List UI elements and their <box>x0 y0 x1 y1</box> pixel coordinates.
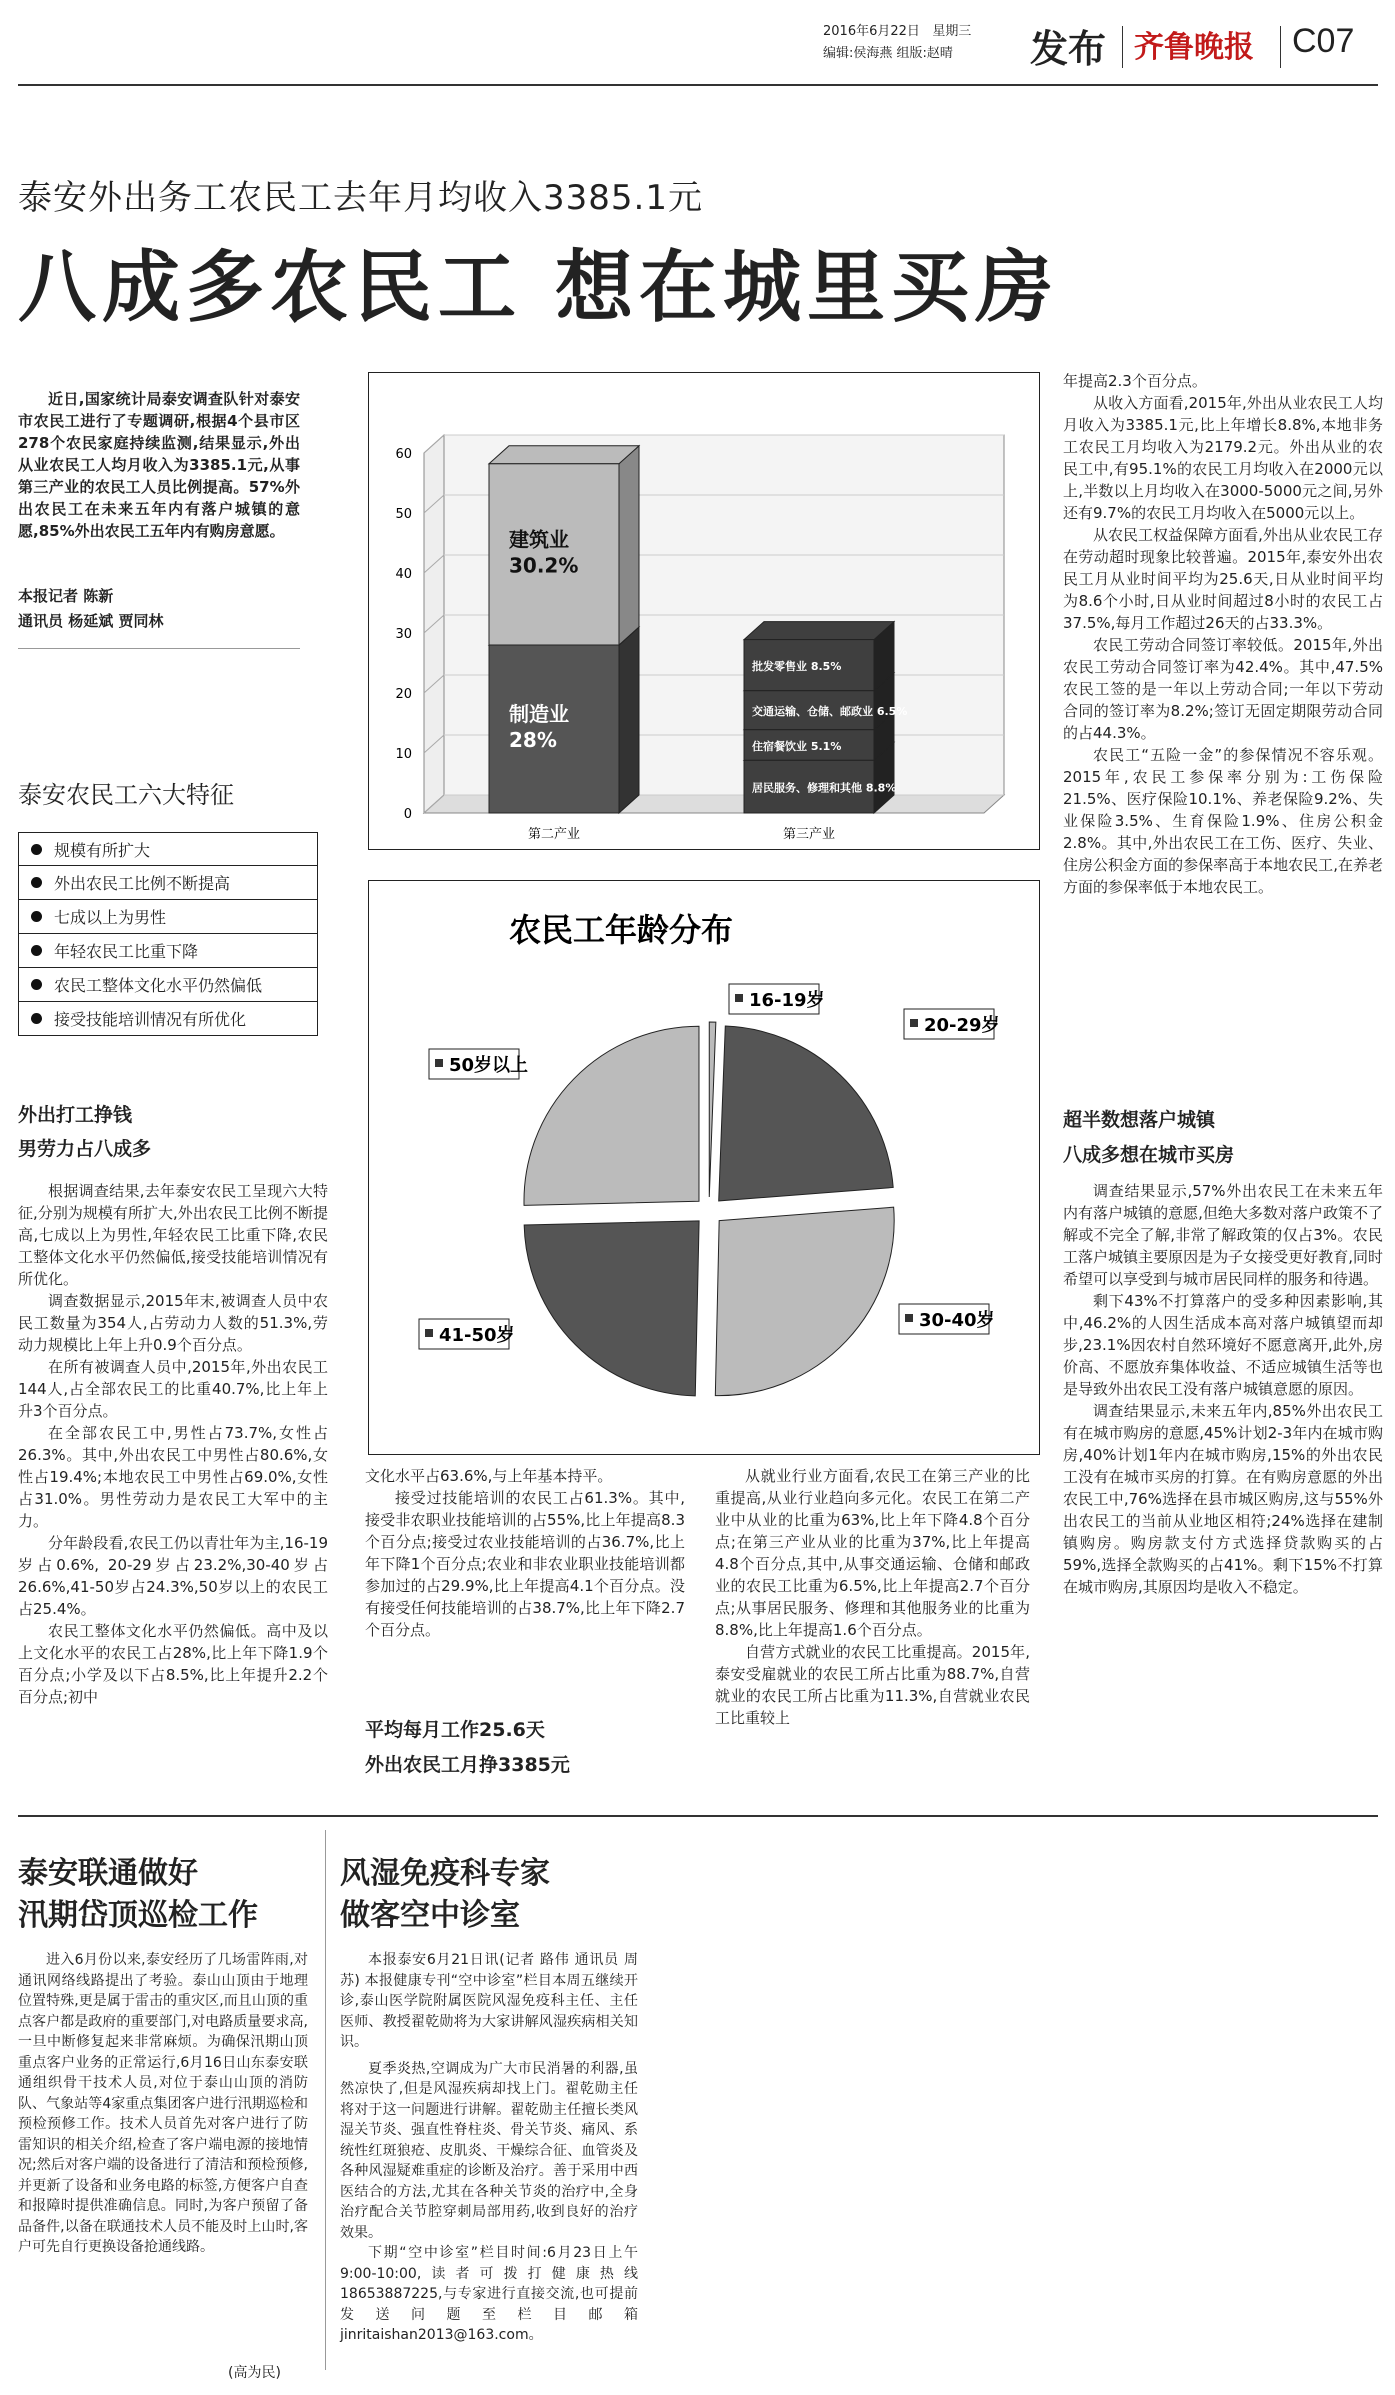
pie-label <box>429 1049 528 1079</box>
pie-label-text: 30-40岁 <box>919 1310 995 1331</box>
pie-label-text: 41-50岁 <box>439 1325 515 1346</box>
bar-1-side <box>619 446 639 645</box>
bullet-icon <box>31 911 42 922</box>
column-3: 从就业行业方面看,农民工在第三产业的比重提高,从业行业趋向多元化。农民工在第二产业中从业的比重为63%,比上年下降4.8个百分点;在第三产业从业的比重为37%,比上年提高4.8个百分点,其中,从事交通运输、仓储和邮政业的农民工比重为6.5%,比上年提高2.7个百分点;从事居民服务、修理和其他服务业的比重为8.8%,比上年提高1.6个百分点。 自营方式就业的农民工比重提高。2015年,泰安受雇就业的农民工所占比重为88.7%,自营就业的农民工所占比重为11.3%,自营就业农民工比重较上 <box>715 1467 1030 1727</box>
pie-chart-svg <box>369 881 1038 1453</box>
list-item: 接受技能培训情况有所优化 <box>18 1002 318 1036</box>
features-title: 泰安农民工六大特征 <box>18 781 234 809</box>
pie-slice <box>709 1022 716 1197</box>
section2-title1: 平均每月工作25.6天 <box>365 1719 545 1741</box>
section2-title2: 外出农民工月挣3385元 <box>365 1754 570 1776</box>
bullet-icon <box>31 945 42 956</box>
pie-label-marker <box>425 1329 433 1337</box>
industry-bar-chart <box>368 372 1040 850</box>
column-1: 根据调查结果,去年泰安农民工呈现六大特征,分别为规模有所扩大,外出农民工比例不断提高,七成以上为男性,年轻农民工比重下降,农民工整体文化水平仍然偏低,接受技能培训情况有所优化。 调查数据显示,2015年末,被调查人员中农民工数量为354人,占劳动力人数的51.3%,劳动力规模比上年上升0.9个百分点。 在所有被调查人员中,2015年,外出农民工144人,占全部农民工的比重40.7%,比上年上升3个百分点。 在全部农民工中,男性占73.7%,女性占26.3%。其中,外出农民工中男性占80.6%,女性占19.4%;本地农民工中男性占69.0%,女性占31.0%。男性劳动力是农民工大军中的主力。 分年龄段看,农民工仍以青壮年为主,16-19岁占0.6%, 20-29岁占23.2%,30-40岁占26.6%,41-50岁占24.3%,50岁以上的农民工占25.4%。 农民工整体文化水平仍然偏低。高中及以上文化水平的农民工占28%,比上年下降1.9个百分点;小学及以下占8.5%,比上年提升2.2个百分点;初中 <box>18 1182 328 1706</box>
y-tick-label: 60 <box>395 447 412 462</box>
pie-label <box>899 1304 995 1334</box>
bar-label: 建筑业 <box>509 527 569 552</box>
byline2: 通讯员 杨延斌 贾同林 <box>18 612 164 630</box>
article3-title2: 做客空中诊室 <box>340 1898 520 1933</box>
pie-label-marker <box>905 1314 913 1322</box>
bar-0-side <box>619 627 639 813</box>
pie-label-marker <box>435 1059 443 1067</box>
bullet-icon <box>31 979 42 990</box>
y-tick-label: 50 <box>395 507 412 522</box>
pie-slice <box>524 1221 699 1396</box>
y-tick-label: 0 <box>403 807 412 822</box>
article3-body: 本报泰安6月21日讯(记者 路伟 通讯员 周苏) 本报健康专刊“空中诊室”栏目本周五继续开诊,泰山医学院附属医院风湿免疫科主任、主任医师、教授翟乾勋将为大家讲解风湿疾病相关知识。 夏季炎热,空调成为广大市民消暑的利器,虽然凉快了,但是风湿疾病却找上门。翟乾勋主任将对于这一问题进行讲解。翟乾勋主任擅长类风湿关节炎、强直性脊柱炎、骨关节炎、痛风、系统性红斑狼疮、皮肌炎、干燥综合征、血管炎及各种风湿疑难重症的诊断及治疗。善于采用中西医结合的方法,尤其在各种关节炎的治疗中,全身治疗配合关节腔穿刺局部用药,收到良好的治疗效果。 下期“空中诊室”栏目时间:6月23日上午9:00-10:00,读者可拨打健康热线18653887225,与专家进行直接交流,也可提前发送问题至栏目邮箱jinritaishan2013@163.com。 <box>340 1952 638 2343</box>
bar-label: 28% <box>509 728 557 752</box>
bar-label: 制造业 <box>509 702 569 726</box>
article2-author: (高为民) <box>228 2365 281 2381</box>
y-tick-label: 10 <box>395 747 412 762</box>
section3-title2: 八成多想在城市买房 <box>1063 1144 1235 1166</box>
header-editor: 编辑:侯海燕 组版:赵晴 <box>823 46 953 61</box>
bar-label: 住宿餐饮业 5.1% <box>752 739 842 753</box>
pie-label-text: 20-29岁 <box>924 1015 1000 1036</box>
bar-label: 交通运输、仓储、邮政业 6.5% <box>752 705 908 719</box>
article3-title1: 风湿免疫科专家 <box>340 1856 550 1891</box>
page-number: C07 <box>1292 22 1355 60</box>
section3-title1: 超半数想落户城镇 <box>1063 1109 1216 1131</box>
pie-label-marker <box>735 994 743 1002</box>
x-tick-label: 第二产业 <box>527 827 581 842</box>
bullet-icon <box>31 844 42 855</box>
bar-1-top <box>489 446 639 464</box>
pie-label-text: 16-19岁 <box>749 990 825 1011</box>
pie-label-text: 50岁以上 <box>449 1055 529 1076</box>
byline1: 本报记者 陈新 <box>18 587 114 605</box>
list-item: 年轻农民工比重下降 <box>18 934 318 968</box>
pie-label <box>729 984 825 1014</box>
column-4: 年提高2.3个百分点。 从收入方面看,2015年,外出从业农民工人均月收入为3385.1元,比上年增长8.8%,本地非务工农民工月均收入为2179.2元。外出从业的农民工中,有95.1%的农民工月均收入在2000元以上,半数以上月均收入在3000-5000元之间,另外还有9.7%的农民工月均收入在5000元以上。 从农民工权益保障方面看,外出从业农民工存在劳动超时现象比较普遍。2015年,泰安外出农民工月从业时间平均为25.6天,日从业时间平均为8.6个小时,日从业时间超过8小时的农民工占37.5%,每月工作超过26天的占33.3%。 农民工劳动合同签订率较低。2015年,外出农民工劳动合同签订率为42.4%。其中,47.5%农民工签的是一年以上劳动合同;一年以下劳动合同的签订率为8.2%;签订无固定期限劳动合同的占44.3%。 农民工“五险一金”的参保情况不容乐观。2015年,农民工参保率分别为:工伤保险21.5%、医疗保险10.1%、养老保险9.2%、失业保险3.5%、生育保险1.9%、住房公积金2.8%。其中,外出农民工在工伤、医疗、失业、住房公积金方面的参保率高于本地农民工,在养老方面的参保率低于本地农民工。 <box>1063 372 1383 896</box>
paper-logo: 齐鲁晚报 <box>1134 30 1254 65</box>
bar-label: 30.2% <box>509 553 579 578</box>
column-5: 调查结果显示,57%外出农民工在未来五年内有落户城镇的意愿,但绝大多数对落户政策不了解或不完全了解,非常了解政策的仅占3%。农民工落户城镇主要原因是为子女接受更好教育,同时希望可以享受到与城市居民同样的服务和待遇。 剩下43%不打算落户的受多种因素影响,其中,46.2%的人因生活成本高对落户城镇望而却步,23.1%因农村自然环境好不愿意离开,此外,房价高、不愿放弃集体收益、不适应城镇生活等也是导致外出农民工没有落户城镇意愿的原因。 调查结果显示,未来五年内,85%外出农民工有在城市购房的意愿,45%计划2-3年内在城市购房,40%计划1年内在城市购房,15%的外出农民工没有在城市买房的打算。在有购房意愿的外出农民工中,76%选择在县市城区购房,这与55%外出农民工的当前从业地区相符;24%选择在建制镇购房。购房款支付方式选择贷款购买的占59%,选择全款购买的占41%。剩下15%不打算在城市购房,其原因均是收入不稳定。 <box>1063 1182 1383 1596</box>
pie-slice <box>719 1026 893 1201</box>
pie-slice <box>715 1207 894 1395</box>
bullet-icon <box>31 877 42 888</box>
y-tick-label: 30 <box>395 627 412 642</box>
article2-title2: 汛期岱顶巡检工作 <box>18 1898 258 1933</box>
bar-label: 居民服务、修理和其他 8.8% <box>752 781 897 795</box>
column-2: 文化水平占63.6%,与上年基本持平。 接受过技能培训的农民工占61.3%。其中,接受非农职业技能培训的占55%,比上年提高8.3个百分点;接受过农业技能培训的占36.7%,比上年下降1个百分点;农业和非农业职业技能培训都参加过的占29.9%,比上年提高4.1个百分点。没有接受任何技能培训的占38.7%,比上年下降2.7个百分点。 <box>365 1467 685 1639</box>
list-item: 农民工整体文化水平仍然偏低 <box>18 968 318 1002</box>
bar-chart-svg <box>369 373 1038 848</box>
bar-5-top <box>744 622 894 640</box>
y-tick-label: 20 <box>395 687 412 702</box>
pie-slice <box>524 1026 699 1205</box>
kicker: 泰安外出务工农民工去年月均收入3385.1元 <box>18 178 703 218</box>
lead: 近日,国家统计局泰安调查队针对泰安市农民工进行了专题调研,根据4个县市区278个农民家庭持续监测,结果显示,外出从业农民工人均月收入为3385.1元,从事第三产业的农民工人员比例提高。57%外出农民工在未来五年内有落户城镇的意愿,85%外出农民工五年内有购房意愿。 <box>18 390 300 540</box>
pie-label <box>419 1319 515 1349</box>
headline: 八成多农民工 想在城里买房 <box>18 243 1060 333</box>
bullet-icon <box>31 1013 42 1024</box>
section1-title1: 外出打工挣钱 <box>18 1104 133 1126</box>
x-tick-label: 第三产业 <box>782 827 836 842</box>
section1-title2: 男劳力占八成多 <box>18 1138 152 1160</box>
list-item: 七成以上为男性 <box>18 900 318 934</box>
features-list <box>18 832 318 1036</box>
list-item: 外出农民工比例不断提高 <box>18 866 318 900</box>
pie-label <box>904 1009 1000 1039</box>
header-date: 2016年6月22日 星期三 <box>823 24 972 39</box>
list-item: 规模有所扩大 <box>18 832 318 866</box>
bar-label: 批发零售业 8.5% <box>752 660 842 674</box>
article2-body: 进入6月份以来,泰安经历了几场雷阵雨,对通讯网络线路提出了考验。泰山山顶由于地理位置特殊,更是属于雷击的重灾区,而且山顶的重点客户都是政府的重要部门,对电路质量要求高,一旦中断修复起来非常麻烦。为确保汛期山顶重点客户业务的正常运行,6月16日山东泰安联通组织骨干技术人员,对位于泰山山顶的消防队、气象站等4家重点集团客户进行汛期巡检和预检预修工作。技术人员首先对客户进行了防雷知识的相关介绍,检查了客户端电源的接地情况;然后对客户端的设备进行了清洁和预检预修,并更新了设备和业务电路的标签,方便客户自查和报障时提供准确信息。同时,为客户预留了备品备件,以备在联通技术人员不能及时上山时,客户可先自行更换设备抢通线路。 <box>18 1952 308 2255</box>
y-tick-label: 40 <box>395 567 412 582</box>
pie-label-marker <box>910 1019 918 1027</box>
pie-chart-title: 农民工年龄分布 <box>509 911 734 949</box>
age-pie-chart <box>368 880 1040 1455</box>
section-title: 发布 <box>1030 26 1107 71</box>
article2-title1: 泰安联通做好 <box>18 1856 198 1891</box>
